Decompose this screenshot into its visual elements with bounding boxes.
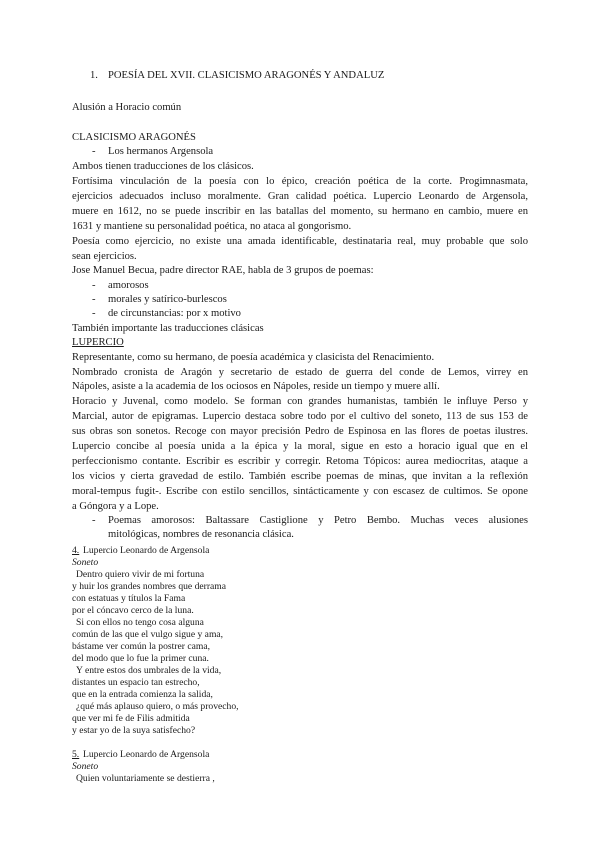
body-line: perfeccionismo contante. Escribir es escribir y corregir. Retoma Tópicos: aurea mediocritas, ataque a <box>72 456 528 467</box>
bullet-dash: - <box>92 308 96 319</box>
group-item: de circunstancias: por x motivo <box>108 308 241 319</box>
bullet-dash: - <box>92 515 96 526</box>
body-line: muere en 1612, no se puede inscribir en las batallas del momento, su hermano en cambio, muere en <box>72 206 528 217</box>
body-line: Representante, como su hermano, de poesía académica y clasicista del Renacimiento. <box>72 352 435 363</box>
bullet-poemas-amorosos: Poemas amorosos: Baltassare Castiglione y Petro Bembo. Muchas veces alusiones <box>108 515 528 526</box>
poem-verse: ¿qué más aplauso quiero, o más provecho, <box>76 701 239 712</box>
poem-verse: Si con ellos no tengo cosa alguna <box>76 617 204 628</box>
body-line: Ambos tienen traducciones de los clásicos. <box>72 161 254 172</box>
body-line: Nombrado cronista de Aragón y secretario de estado de guerra del conde de Lemos, virrey en <box>72 367 528 378</box>
body-line: Horacio y Juvenal, como modelo. Se forman con grandes humanistas, también le influye Perso y <box>72 396 528 407</box>
poem-number: 4. <box>72 545 80 556</box>
poem-verse: que en la entrada comienza la salida, <box>72 689 213 700</box>
body-line: Poesía como ejercicio, no existe una amada identificable, destinataria real, muy probable que solo <box>72 236 528 247</box>
body-line: Fortísima vinculación de la poesía con lo épico, creación poética de la corte. Progimnasmata, <box>72 176 528 187</box>
bullet-hermanos: Los hermanos Argensola <box>108 146 214 157</box>
poem-verse: distantes un espacio tan estrecho, <box>72 677 200 688</box>
heading-number: 1. <box>90 70 98 81</box>
body-line: También importante las traducciones clásicas <box>72 323 264 334</box>
section-title-lupercio: LUPERCIO <box>72 337 124 348</box>
body-line: Marcial, autor de epigramas. Lupercio destaca sobre todo por el cultivo del soneto, 113 de sus 153 de <box>72 411 528 422</box>
body-line: Nápoles, asiste a la academia de los ociosos en Nápoles, reside un tiempo y muere allí. <box>72 381 440 392</box>
bullet-dash: - <box>92 294 96 305</box>
body-line: ejercicios adecuados incluso moralmente. Gran calidad poética. Lupercio Leonardo de Argensola, <box>72 191 528 202</box>
poem-verse: bástame ver común la postrer cama, <box>72 641 210 652</box>
poem-verse: por el cóncavo cerco de la luna. <box>72 605 194 616</box>
poem-verse: común de las que el vulgo sigue y ama, <box>72 629 224 640</box>
poem-form: Soneto <box>72 761 99 772</box>
poem-verse: del modo que lo fue la primer cuna. <box>72 653 209 664</box>
group-item: amorosos <box>108 280 149 291</box>
body-line: los vicios y cierta gravedad de estilo. También escribe poemas de minas, que invitan a la reflexión <box>72 471 528 482</box>
bullet-poemas-amorosos-cont: mitológicas, nombres de resonancia clásica. <box>108 529 294 540</box>
body-line: Jose Manuel Becua, padre director RAE, habla de 3 grupos de poemas: <box>72 265 374 276</box>
poem-verse: que ver mi fe de Filis admitida <box>72 713 190 724</box>
page-title: POESÍA DEL XVII. CLASICISMO ARAGONÉS Y ANDALUZ <box>108 70 385 81</box>
body-line: 1631 y mantiene su personalidad poética, no ataca al gongorismo. <box>72 221 352 232</box>
allusion-line: Alusión a Horacio común <box>72 102 182 113</box>
poem-verse: y estar yo de la suya satisfecho? <box>72 725 196 736</box>
bullet-dash: - <box>92 280 96 291</box>
poem-verse: y huir los grandes nombres que derrama <box>72 581 226 592</box>
body-line: Lupercio concibe al poesía unida a la épica y la moral, sigue en esto a horacio igual que en el <box>72 441 528 452</box>
poem-author: Lupercio Leonardo de Argensola <box>83 749 210 760</box>
body-line: sus obras son sonetos. Recoge con mayor precisión Pedro de Espinosa en las flores de poetas ilustres. <box>72 426 528 437</box>
body-line: a Góngora y a Lope. <box>72 501 159 512</box>
section-title-clasicismo: CLASICISMO ARAGONÉS <box>72 132 196 143</box>
poem-form: Soneto <box>72 557 99 568</box>
poem-verse: Y entre estos dos umbrales de la vida, <box>76 665 222 676</box>
body-line: sean ejercicios. <box>72 251 137 262</box>
poem-verse: Quien voluntariamente se destierra , <box>76 773 215 784</box>
body-line: moral-tempus fugit-. Escribe con estilo sencillos, sintácticamente y con escasez de cultimos. Se opone <box>72 486 528 497</box>
poem-number: 5. <box>72 749 80 760</box>
bullet-dash: - <box>92 146 96 157</box>
poem-verse: con estatuas y títulos la Fama <box>72 593 186 604</box>
poem-author: Lupercio Leonardo de Argensola <box>83 545 210 556</box>
group-item: morales y satírico-burlescos <box>108 294 227 305</box>
poem-verse: Dentro quiero vivir de mi fortuna <box>76 569 205 580</box>
